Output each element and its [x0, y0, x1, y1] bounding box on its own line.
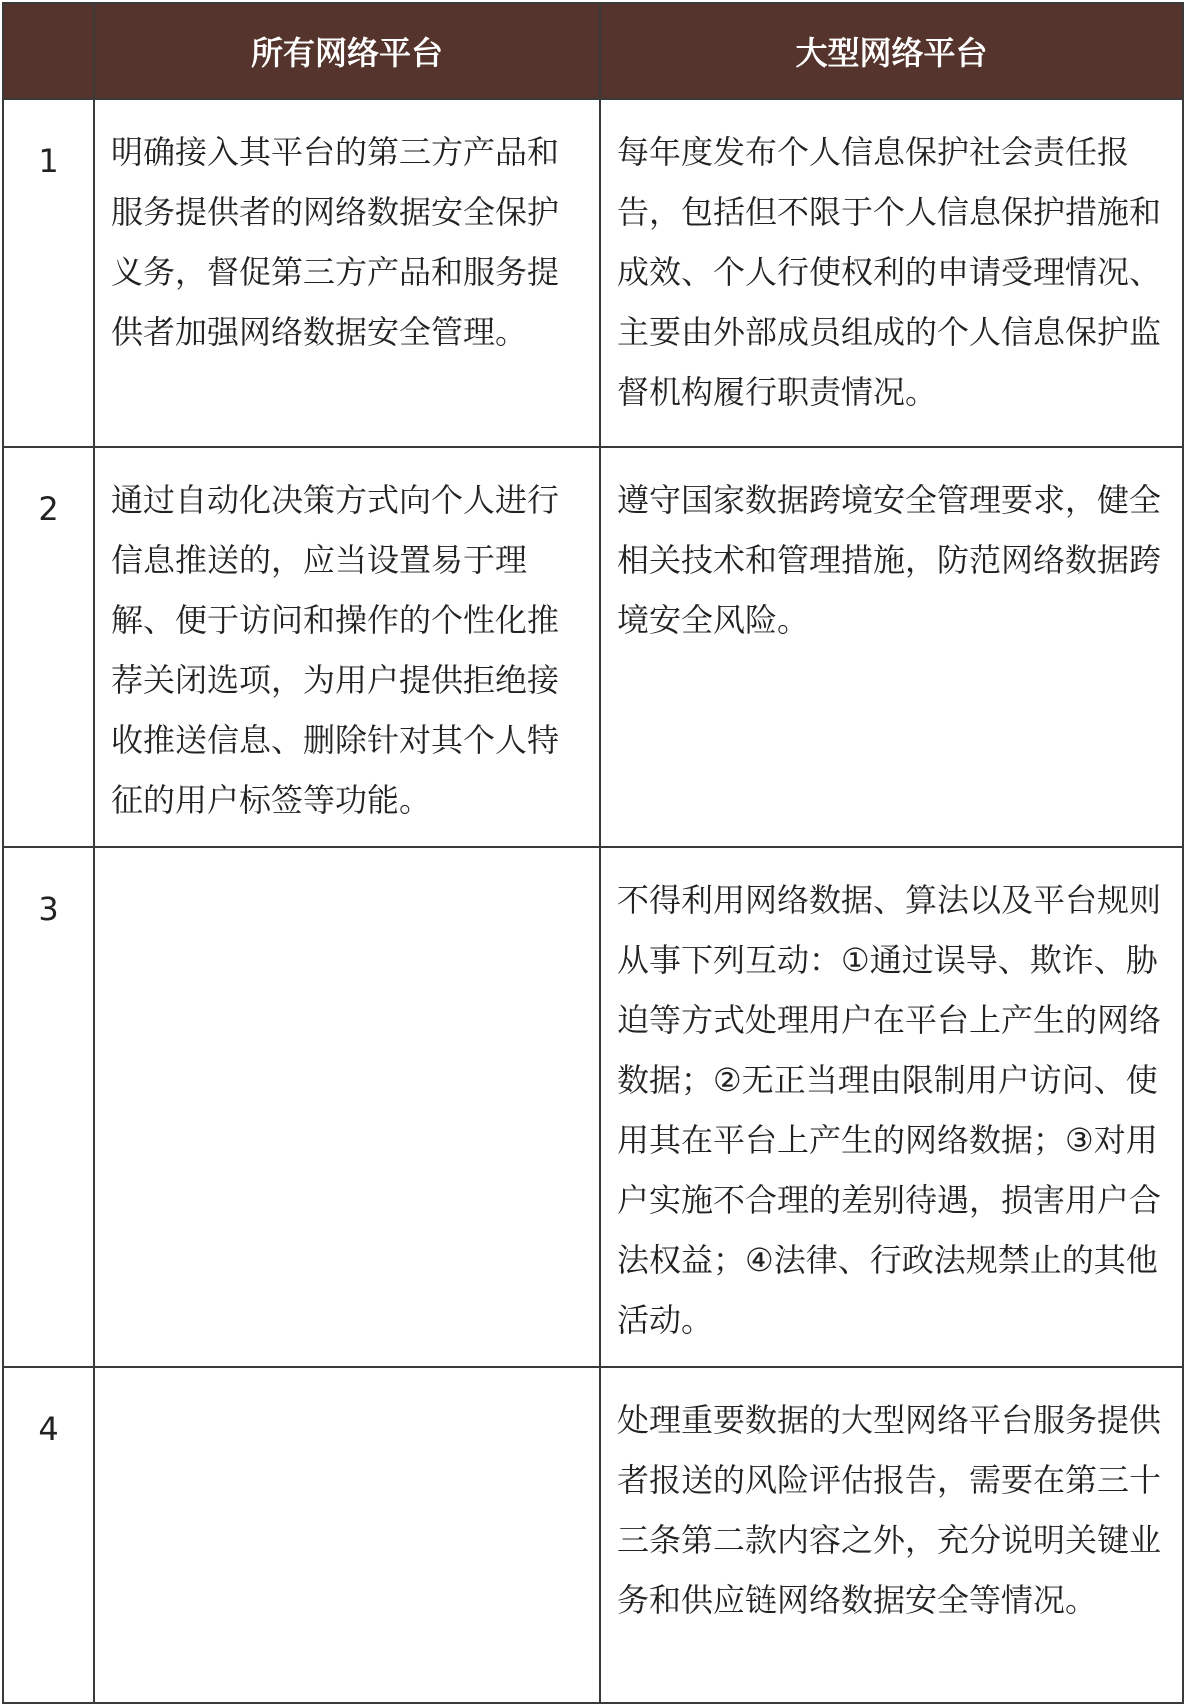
all-platforms-cell: 明确接入其平台的第三方产品和服务提供者的网络数据安全保护义务，督促第三方产品和服务提供者加强网络数据安全管理。 — [94, 99, 600, 447]
table-body — [3, 99, 1183, 1703]
large-platforms-cell: 处理重要数据的大型网络平台服务提供者报送的风险评估报告，需要在第三十三条第二款内容之外，充分说明关键业务和供应链网络数据安全等情况。 — [600, 1367, 1183, 1703]
table-row — [3, 447, 1183, 847]
header-number — [3, 3, 94, 99]
header-all-platforms: 所有网络平台 — [94, 3, 600, 99]
row-number: 2 — [3, 447, 94, 847]
large-platforms-cell: 每年度发布个人信息保护社会责任报告，包括但不限于个人信息保护措施和成效、个人行使权利的申请受理情况、主要由外部成员组成的个人信息保护监督机构履行职责情况。 — [600, 99, 1183, 447]
all-platforms-cell: 通过自动化决策方式向个人进行信息推送的，应当设置易于理解、便于访问和操作的个性化推荐关闭选项，为用户提供拒绝接收推送信息、删除针对其个人特征的用户标签等功能。 — [94, 447, 600, 847]
row-number: 3 — [3, 847, 94, 1367]
comparison-table — [2, 2, 1184, 1704]
table-row — [3, 847, 1183, 1367]
table-row — [3, 1367, 1183, 1703]
row-number: 4 — [3, 1367, 94, 1703]
table-header — [3, 3, 1183, 99]
table-row — [3, 99, 1183, 447]
large-platforms-cell: 遵守国家数据跨境安全管理要求，健全相关技术和管理措施，防范网络数据跨境安全风险。 — [600, 447, 1183, 847]
row-number: 1 — [3, 99, 94, 447]
all-platforms-cell — [94, 847, 600, 1367]
large-platforms-cell: 不得利用网络数据、算法以及平台规则从事下列互动：①通过误导、欺诈、胁迫等方式处理用户在平台上产生的网络数据；②无正当理由限制用户访问、使用其在平台上产生的网络数据；③对用户实施不合理的差别待遇，损害用户合法权益；④法律、行政法规禁止的其他活动。 — [600, 847, 1183, 1367]
header-large-platforms: 大型网络平台 — [600, 3, 1183, 99]
header-row — [3, 3, 1183, 99]
all-platforms-cell — [94, 1367, 600, 1703]
